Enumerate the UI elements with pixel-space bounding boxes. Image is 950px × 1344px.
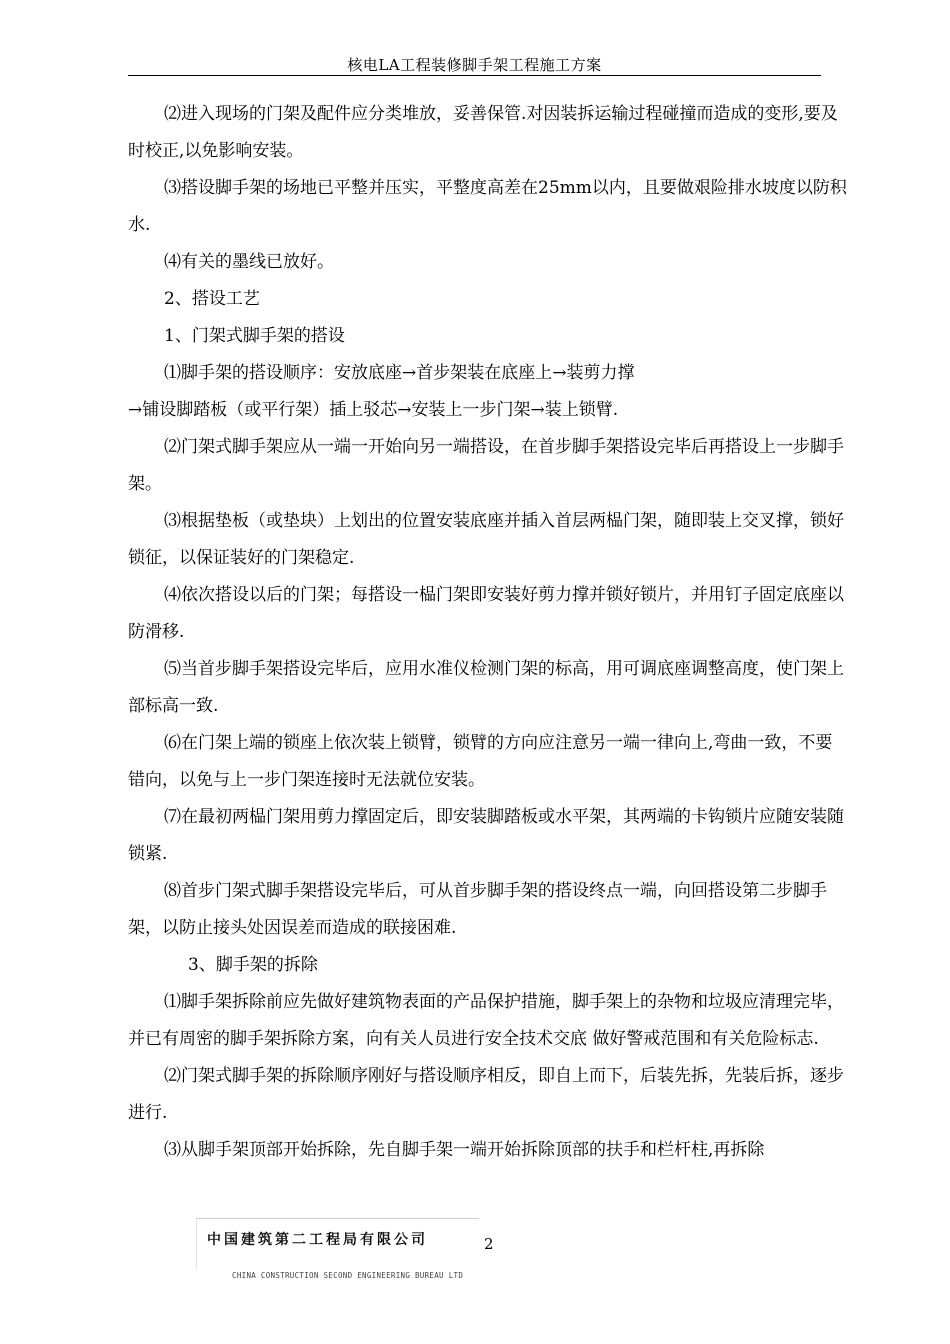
paragraph: ⑷有关的墨线已放好。 (164, 252, 334, 272)
subsection-heading: 3、脚手架的拆除 (188, 955, 318, 975)
header-divider (128, 75, 821, 76)
paragraph: ⑵门架式脚手架应从一端一开始向另一端搭设，在首步脚手架搭设完毕后再搭设上一步脚手架。 (128, 437, 844, 494)
document-body (128, 96, 848, 1169)
document-header-title: 核电LA工程装修脚手架工程施工方案 (347, 56, 602, 74)
paragraph: ⑶搭设脚手架的场地已平整并压实，平整度高差在25mm以内，且要做艰险排水坡度以防积水. (128, 178, 847, 235)
paragraph: ⑵门架式脚手架的拆除顺序刚好与搭设顺序相反，即自上而下，后装先拆，先装后拆，逐步进行. (128, 1066, 844, 1123)
company-logo-block (196, 1218, 479, 1269)
page-number: 2 (484, 1235, 494, 1253)
paragraph: ⑵进入现场的门架及配件应分类堆放，妥善保管.对因装拆运输过程碰撞而造成的变形,要及时校正,以免影响安装。 (128, 104, 838, 161)
paragraph: ⑶根据垫板（或垫块）上划出的位置安装底座并插入首层两榀门架，随即装上交叉撑，锁好锁征，以保证装好的门架稳定. (128, 511, 844, 568)
subsection-heading: 1、门架式脚手架的搭设 (164, 326, 345, 346)
company-name-en: CHINA CONSTRUCTION SECOND ENGINEERING BUREAU LTD (232, 1271, 464, 1280)
section-heading: 2、搭设工艺 (164, 289, 260, 309)
paragraph: ⑺在最初两榀门架用剪力撑固定后，即安装脚踏板或水平架，其两端的卡钩锁片应随安装随锁紧. (128, 807, 844, 864)
paragraph: ⑸当首步脚手架搭设完毕后，应用水准仪检测门架的标高，用可调底座调整高度，使门架上部标高一致. (128, 659, 844, 716)
company-name-cn: 中国建筑第二工程局有限公司 (207, 1232, 428, 1248)
paragraph: ⑴脚手架拆除前应先做好建筑物表面的产品保护措施，脚手架上的杂物和垃圾应清理完毕，并已有周密的脚手架拆除方案，向有关人员进行安全技术交底 做好警戒范围和有关危险标志. (128, 992, 844, 1049)
paragraph: ⑴脚手架的搭设顺序：安放底座→首步架装在底座上→装剪力撑 (164, 363, 635, 383)
paragraph: ⑶从脚手架顶部开始拆除，先自脚手架一端开始拆除顶部的扶手和栏杆柱,再拆除 (164, 1140, 765, 1160)
paragraph: ⑻首步门架式脚手架搭设完毕后，可从首步脚手架的搭设终点一端，向回搭设第二步脚手架，以防止接头处因误差而造成的联接困难. (128, 881, 827, 938)
paragraph: ⑷依次搭设以后的门架；每搭设一榀门架即安装好剪力撑并锁好锁片，并用钉子固定底座以防滑移. (128, 585, 844, 642)
paragraph: ⑹在门架上端的锁座上依次装上锁臂，锁臂的方向应注意另一端一律向上,弯曲一致，不要错向，以免与上一步门架连接时无法就位安装。 (128, 733, 833, 790)
paragraph: →铺设脚踏板（或平行架）插上驳芯→安装上一步门架→装上锁臂. (128, 400, 619, 420)
